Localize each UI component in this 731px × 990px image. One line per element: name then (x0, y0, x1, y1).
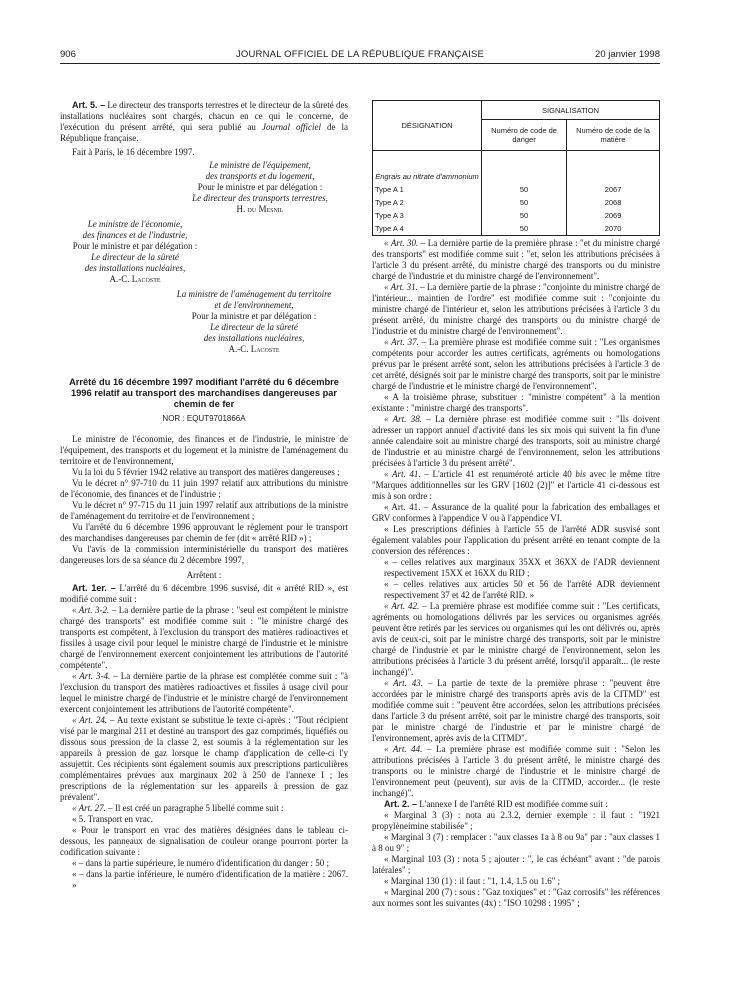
group-label: Engrais au nitrate d'ammonium (373, 151, 482, 184)
preamble: Le ministre de l'économie, des finances et de l'industrie, le ministre de l'équipement, des transports et du logement et la ministre de l'aménagement du territoire et de l'environnement, (60, 434, 348, 466)
marginal-130: « Marginal 130 (1) : il faut : "1, 1.4, 1.5 ou 1.6" ; (384, 876, 561, 886)
table-row: Type A 2 50 2068 (373, 196, 660, 209)
visa-2: Vu le décret n° 97-710 du 11 juin 1997 relatif aux attributions du ministre de l'économie, des finances et de l'industrie ; (60, 478, 348, 499)
art-41-item-2: « – celles relatives aux articles 50 et 56 de l'arrêté ADR deviennent respectivement 37 et 42 de l'arrêté RID. » (384, 579, 660, 600)
col-designation: DÉSIGNATION (373, 101, 482, 151)
art-44: « Art. 44. – La première phrase est modifiée comme suit : "Selon les attributions précisées à l'article 3 du présent arrêté, le ministre chargé des transports ou le ministre chargé de l'industrie et le ministre chargé de l'environnement peut (peuvent), sur avis de la CITMD, accorder... (le reste inchangé)". (372, 744, 660, 798)
art-41: « Art. 41. – L'article 41 est renuméroté article 40 bis avec le même titre "Marques additionnelles sur les GRV [1602 (2)]" et l'article 41 ci-dessous est mis à son ordre : (372, 469, 661, 501)
date-line: Fait à Paris, le 16 décembre 1997. (72, 147, 195, 157)
art-41-c: « Les prescriptions définies à l'article 55 de l'arrêté ADR susvisé sont également valables pour l'application du présent arrêté en tenant compte de la conversion des références : (372, 524, 660, 556)
art-31: « Art. 31. – La dernière partie de la phrase : "conjointe du ministre chargé de l'intérieur... maintien de l'ordre" est modifiée comme suit : "conjointe du ministre chargé de l'intérieur et, selon les attributions précisées à l'article 3 du présent arrêté, du ministre chargé des transports ou du ministre chargé de l'industrie et du ministre chargé de l'environnement". (372, 282, 661, 336)
col-signalisation: SIGNALISATION (482, 101, 660, 120)
art-42: « Art. 42. – La première phrase est modifiée comme suit : "Les certificats, agréments ou homologations délivrés par les services ou organismes agréés peuvent être retirés par les services ou organismes qui les ont délivrés ou, après avis de ceux-ci, soit par le ministre chargé des transports, soit par le ministre chargé de l'industrie et par le ministre chargé de l'environnement, selon les attributions précisées à l'article 3 du présent arrêté, lorsqu'il apparaît... (le reste inchangé)". (372, 601, 660, 677)
art-27-para: « Pour le transport en vrac des matières désignées dans le tableau ci-dessous, les panneaux de signalisation de couleur orange pourront porter la codification suivante : (60, 825, 348, 857)
visa-1: Vu la loi du 5 février 1942 relative au transport des matières dangereuses ; (72, 467, 340, 477)
signature-block-3: La ministre de l'aménagement du territoire et de l'environnement, Pour la ministre et par délégation : Le directeur de la sûreté des installations nucléaires, A.-C. Lacoste (176, 289, 332, 354)
art-43: « Art. 43. – La partie de texte de la première phrase : "peuvent être accordées par le ministre chargé des transports après avis de la CITMD" est modifiée comme suit : "peuvent être accordées, selon les attributions précisées dans l'article 3 du présent arrêté, soit par le ministre chargé des transports, soit par le ministre chargé de l'industrie et par le ministre chargé de l'environnement, après avis de la CITMD". (372, 678, 660, 743)
article-2: Art. 2. – L'annexe I de l'arrêté RID est modifiée comme suit : (384, 799, 608, 809)
visa-5: Vu l'avis de la commission interministérielle du transport des matières dangereuses lors de sa séance du 2 décembre 1997, (60, 544, 348, 565)
issue-date: 20 janvier 1998 (595, 49, 660, 60)
running-header (60, 49, 660, 62)
article-1: Art. 1er. – L'arrêté du 6 décembre 1996 susvisé, dit « arrêté RID », est modifié comme suit : (60, 583, 348, 604)
decree-title: Arrêté du 16 décembre 1997 modifiant l'arrêté du 6 décembre 1996 relatif au transport des marchandises dangereuses par chemin de fer (69, 377, 339, 409)
signature-block-1: Le ministre de l'équipement, des transports et du logement, Pour le ministre et par délégation : Le directeur des transports terrestres, H. du Mesnil (192, 160, 328, 214)
nor-reference: NOR : EQUT9701866A (162, 414, 246, 423)
art-3-2: « Art. 3-2. – La dernière partie de la phrase : "seul est compétent le ministre chargé des transports" est modifiée comme suit : "le ministre chargé des transports est compétent, à l'exclusion du transport des matières radioactives et fissiles à usage civil pour lequel le ministre chargé de l'industrie et le ministre chargé de l'environnement exercent conjointement les attributions de l'autorité compétente". (60, 605, 348, 670)
signalisation-table (372, 100, 660, 236)
art-41-item-1: « – celles relatives aux marginaux 35XX et 36XX de l'ADR deviennent respectivement 15XX et 16XX du RID ; (384, 557, 660, 578)
art-27-item-2: « – dans la partie inférieure, le numéro d'identification de la matière : 2067. » (72, 869, 348, 890)
art-37: « Art. 37. – La première phrase est modifiée comme suit : "Les organismes compétents pour accorder les autres certificats, agréments ou homologations prévus par le présent arrêté sont, selon les attributions précisées à l'article 3 de cet arrêté, désignés soit par le ministre chargé des transports, soit par le ministre chargé de l'industrie et le ministre chargé de l'environnement". (372, 337, 661, 391)
art-27-5: « 5. Transport en vrac. (72, 814, 153, 824)
art-24: « Art. 24. – Au texte existant se substitue le texte ci-après : "Tout récipient visé par le marginal 211 et destiné au transport des gaz comprimés, liquéfiés ou dissous sous pression de la classe 2, est soumis à la réglementation sur les appareils à pression de gaz lorsque le champ d'application de celle-ci l'y assujettit. Ces récipients sont également soumis aux prescriptions particulières complémentaires prévues aux marginaux 202 à 250 de l'annexe I ; les prescriptions de la réglementation sur les appareils à pression de gaz prévalent". (60, 715, 348, 802)
signature-block-2: Le ministre de l'économie, des finances et de l'industrie, Pour le ministre et par délégation : Le directeur de la sûreté des installations nucléaires, A.-C. Lacoste (72, 219, 198, 284)
marginal-103: « Marginal 103 (3) : nota 5 ; ajouter : ", le cas échéant" avant : "de parois latérales" ; (372, 854, 660, 875)
right-column (372, 100, 660, 909)
page-number: 906 (60, 49, 76, 60)
marginal-3-3: « Marginal 3 (3) : nota au 2.3.2, dernier exemple : il faut : "1921 propylèneimine stabilisée" ; (372, 810, 660, 831)
marginal-200: « Marginal 200 (7) : sous : "Gaz toxiques" et : "Gaz corrosifs" les références aux normes sont les suivantes (4x) : "ISO 10298 : 1995" ; (372, 887, 660, 908)
arretent: Arrêtent : (186, 570, 222, 580)
marginal-3-7: « Marginal 3 (7) : remplacer : "aux classes 1a à 8 ou 9a" par : "aux classes 1 à 8 ou 9" ; (372, 832, 660, 853)
article-5: Art. 5. – Le directeur des transports terrestres et le directeur de la sûreté des installations nucléaires sont chargés, chacun en ce qui le concerne, de l'exécution du présent arrêté, qui sera publié au Journal officiel de la République française. (60, 100, 349, 143)
visa-4: Vu l'arrêté du 6 décembre 1996 approuvant le règlement pour le transport des marchandises dangereuses par chemin de fer (dit « arrêté RID ») ; (60, 522, 348, 543)
col-code-matiere: Numéro de code de la matière (567, 120, 660, 151)
col-code-danger: Numéro de code de danger (482, 120, 567, 151)
table-row: Type A 4 50 2070 (373, 222, 660, 236)
header-rule (60, 63, 660, 64)
art-27-item-1: « – dans la partie supérieure, le numéro d'identification du danger : 50 ; (72, 858, 330, 868)
art-30: « Art. 30. – La dernière partie de la première phrase : "et du ministre chargé des transports" est modifiée comme suit : "et, selon les attributions précisées à l'article 3 du présent arrêté, du ministre chargé des transports ou du ministre chargé de l'industrie et du ministre chargé de l'environnement". (372, 238, 660, 281)
visa-3: Vu le décret n° 97-715 du 11 juin 1997 relatif aux attributions de la ministre de l'aménagement du territoire et de l'environnement ; (60, 500, 348, 521)
journal-title: JOURNAL OFFICIEL DE LA RÉPUBLIQUE FRANÇAISE (235, 49, 485, 60)
art-38: « Art. 38. – La dernière phrase est modifiée comme suit : "Ils doivent adresser un rapport annuel d'activité dans les six mois qui suivent la fin d'une année calendaire soit au ministre chargé des transports, soit au ministre chargé de l'industrie et au ministre chargé de l'environnement, selon les attributions précisées à l'article 3 du présent arrêté". (372, 414, 661, 468)
art-37-b: « A la troisième phrase, substituer : "ministre compétent" à la mention existante : "ministre chargé des transports". (372, 392, 660, 413)
left-column (60, 100, 348, 891)
art-41-b: « Art. 41. – Assurance de la qualité pour la fabrication des emballages et GRV conformes à l'appendice V ou à l'appendice VI. (372, 502, 660, 523)
table-row: Type A 1 50 2067 (373, 183, 660, 196)
table-row: Type A 3 50 2069 (373, 209, 660, 222)
art-27: « Art. 27. – Il est créé un paragraphe 5 libellé comme suit : (72, 803, 284, 813)
art-3-4: « Art. 3-4. – La dernière partie de la phrase est complétée comme suit : "à l'exclusion du transport des matières radioactives et fissiles à usage civil pour lequel le ministre chargé de l'industrie et le ministre chargé de l'environnement exercent conjointement les attributions de l'autorité compétente". (60, 671, 348, 714)
